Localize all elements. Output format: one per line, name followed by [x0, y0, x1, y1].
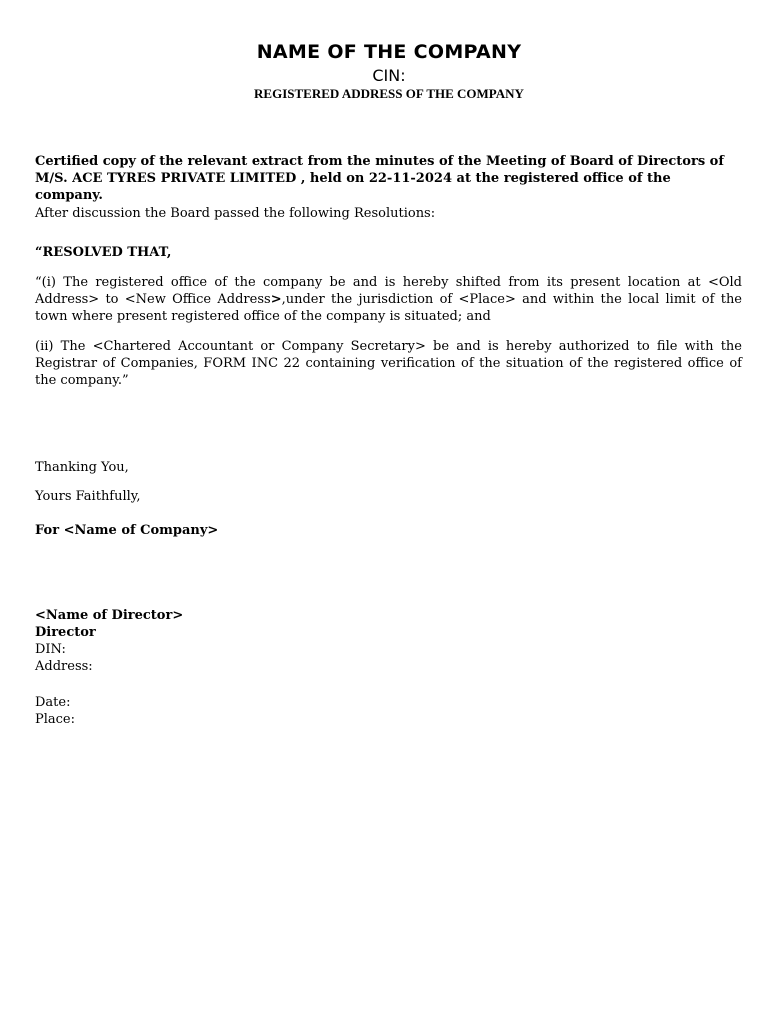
place-label: Place: [35, 712, 76, 727]
director-name: <Name of Director> [35, 608, 184, 623]
resolution-1-text-start: “(i) The registered office of the company be and is hereby shifted from its present location at <Old Address> to <New Office Address [35, 275, 742, 307]
certified-copy-intro: Certified copy of the relevant extract from the minutes of the Meeting of Board of Directors of M/S. ACE TYRES PRIVATE LIMITED , held on 22-11-2024 at the registered office of the company. [35, 154, 724, 203]
resolved-heading: “RESOLVED THAT, [35, 245, 172, 260]
resolution-1-text-end: ,under the jurisdiction of <Place> and within the local limit of the town where present registered office of the company is situated; and [35, 292, 743, 324]
resolution-2: (ii) The <Chartered Accountant or Company Secretary> be and is hereby authorized to file with the Registrar of Companies, FORM INC 22 containing verification of the situation of the registered office of the company.” [35, 339, 742, 388]
resolution-1 [35, 274, 742, 325]
date-label: Date: [35, 695, 71, 710]
for-company-line: For <Name of Company> [35, 523, 219, 538]
discussion-line: After discussion the Board passed the following Resolutions: [35, 206, 436, 221]
registered-address-heading: REGISTERED ADDRESS OF THE COMPANY [254, 86, 524, 101]
resolution-1-bold-bracket: > [270, 292, 282, 307]
cin-label: CIN: [372, 66, 406, 85]
director-designation: Director [35, 625, 96, 640]
date-place-block [35, 694, 742, 728]
din-label: DIN: [35, 642, 66, 657]
company-name-heading: NAME OF THE COMPANY [256, 41, 522, 63]
yours-faithfully-line: Yours Faithfully, [35, 489, 141, 504]
address-label: Address: [35, 659, 93, 674]
thanking-line: Thanking You, [35, 460, 129, 475]
signature-block [35, 607, 742, 675]
